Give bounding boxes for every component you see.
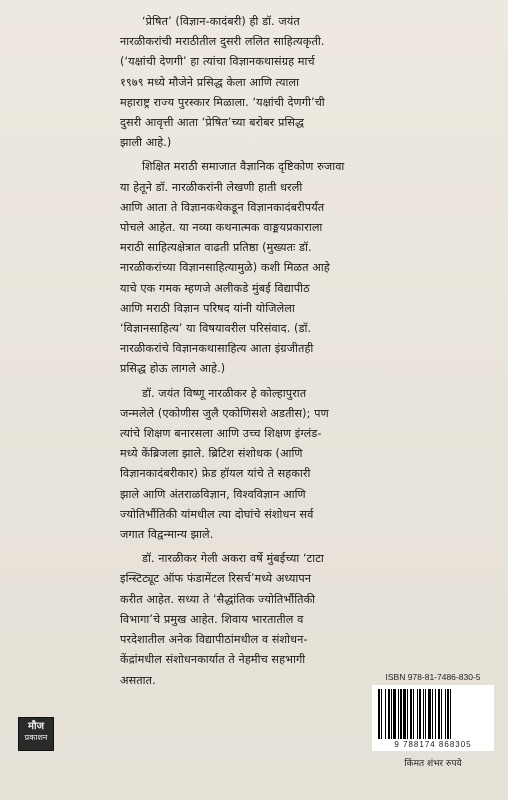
text-line: त्यांचे शिक्षण बनारसला आणि उच्च शिक्षण इंग्लंड- bbox=[120, 427, 322, 441]
text-line: मराठी साहित्यक्षेत्रात वाढती प्रतिष्ठा (मुख्यतः डॉ. bbox=[120, 241, 312, 255]
text-line: दुसरी आवृत्ती आता ‘प्रेषित’च्या बरोबर प्रसिद्ध bbox=[120, 116, 305, 130]
paragraph-3 bbox=[120, 384, 498, 546]
isbn-block bbox=[372, 672, 494, 769]
text-line: परदेशातील अनेक विद्यापीठांमधील व संशोधन- bbox=[120, 633, 308, 647]
logo-line-1: मौज bbox=[28, 721, 44, 732]
price-label: किंमत शंभर रुपये bbox=[404, 759, 462, 769]
text-line: झाली आहे.) bbox=[120, 136, 172, 150]
paragraph-4 bbox=[120, 549, 498, 690]
text-line: नारळीकरांचे विज्ञानकथासाहित्य आता इंग्रजीतही bbox=[120, 342, 314, 356]
paragraph-2 bbox=[120, 157, 498, 379]
isbn-text: ISBN 978-81-7486-830-5 bbox=[385, 672, 481, 682]
text-line: जन्मलेले (एकोणीस जुलै एकोणिसशे अडतीस); पण bbox=[120, 406, 329, 420]
text-line: शिक्षित मराठी समाजात वैज्ञानिक दृष्टिकोण रुजावा bbox=[142, 160, 345, 174]
text-line: (‘यक्षांची देणगी’ हा त्यांचा विज्ञानकथासंग्रह मार्च bbox=[120, 55, 315, 69]
text-line: पोचले आहेत. या नव्या कथनात्मक वाङ्मयप्रकाराला bbox=[120, 221, 323, 235]
text-line: आणि मराठी विज्ञान परिषद यांनी योजिलेला bbox=[120, 301, 295, 315]
text-line: नारळीकरांची मराठीतील दुसरी ललित साहित्यकृती. bbox=[120, 35, 325, 49]
text-line: झाले आणि अंतराळविज्ञान, विश्वविज्ञान आणि bbox=[120, 487, 306, 501]
text-line: जगात विद्वन्मान्य झाले. bbox=[120, 528, 214, 542]
text-line: असतात. bbox=[120, 673, 156, 687]
text-line: केंद्रांमधील संशोधनकार्यात ते नेहमीच सहभागी bbox=[120, 653, 306, 667]
text-line: १९७९ मध्ये मौजेने प्रसिद्ध केला आणि त्याला bbox=[120, 75, 300, 89]
publisher-logo bbox=[18, 717, 54, 751]
logo-line-2: प्रकाशन bbox=[24, 733, 48, 742]
text-line: मध्ये केंब्रिजला झाले. ब्रिटिश संशोधक (आणि bbox=[120, 447, 303, 461]
text-line: आणि आता ते विज्ञानकथेकडून विज्ञानकादंबरीपर्यंत bbox=[120, 200, 325, 214]
barcode-number: 9 788174 868305 bbox=[372, 739, 494, 751]
text-line: इन्स्टिट्यूट ऑफ फंडामेंटल रिसर्च’मध्ये अध्यापन bbox=[120, 572, 312, 586]
text-line: ‘विज्ञानसाहित्य’ या विषयावरील परिसंवाद. (डॉ. bbox=[120, 322, 312, 336]
text-line: विज्ञानकादंबरीकार) फ्रेड हॉयल यांचे ते सहकारी bbox=[120, 467, 311, 481]
barcode-bar bbox=[451, 689, 453, 739]
text-line: या हेतूने डॉ. नारळीकरांनी लेखणी हाती धरली bbox=[120, 180, 303, 194]
text-line: प्रसिद्ध होऊ लागले आहे.) bbox=[120, 362, 226, 376]
text-line: ज्योतिर्भौतिकी यांमधील त्या दोघांचे संशोधन सर्व bbox=[120, 507, 314, 521]
text-line: याचे एक गमक म्हणजे अलीकडे मुंबई विद्यापीठ bbox=[120, 281, 310, 295]
text-line: विभागा’चे प्रमुख आहेत. शिवाय भारतातील व bbox=[120, 612, 304, 626]
paragraph-1 bbox=[120, 12, 498, 153]
text-line: महाराष्ट्र राज्य पुरस्कार मिळाला. ‘यक्षांची देणगी’ची bbox=[120, 95, 325, 109]
text-line: डॉ. जयंत विष्णू नारळीकर हे कोल्हापुरात bbox=[142, 386, 307, 400]
text-line: ‘प्रेषित’ (विज्ञान-कादंबरी) ही डॉ. जयंत bbox=[142, 15, 300, 28]
barcode bbox=[372, 685, 494, 739]
text-line: करीत आहेत. सध्या ते ‘सैद्धांतिक ज्योतिर्भौतिकी bbox=[120, 592, 316, 606]
text-line: डॉ. नारळीकर गेली अकरा वर्षे मुंबईच्या ‘टाटा bbox=[142, 552, 324, 566]
text-line: नारळीकरांच्या विज्ञानसाहित्यामुळे) कशी मिळत आहे bbox=[120, 261, 330, 275]
blurb-text bbox=[120, 12, 498, 695]
